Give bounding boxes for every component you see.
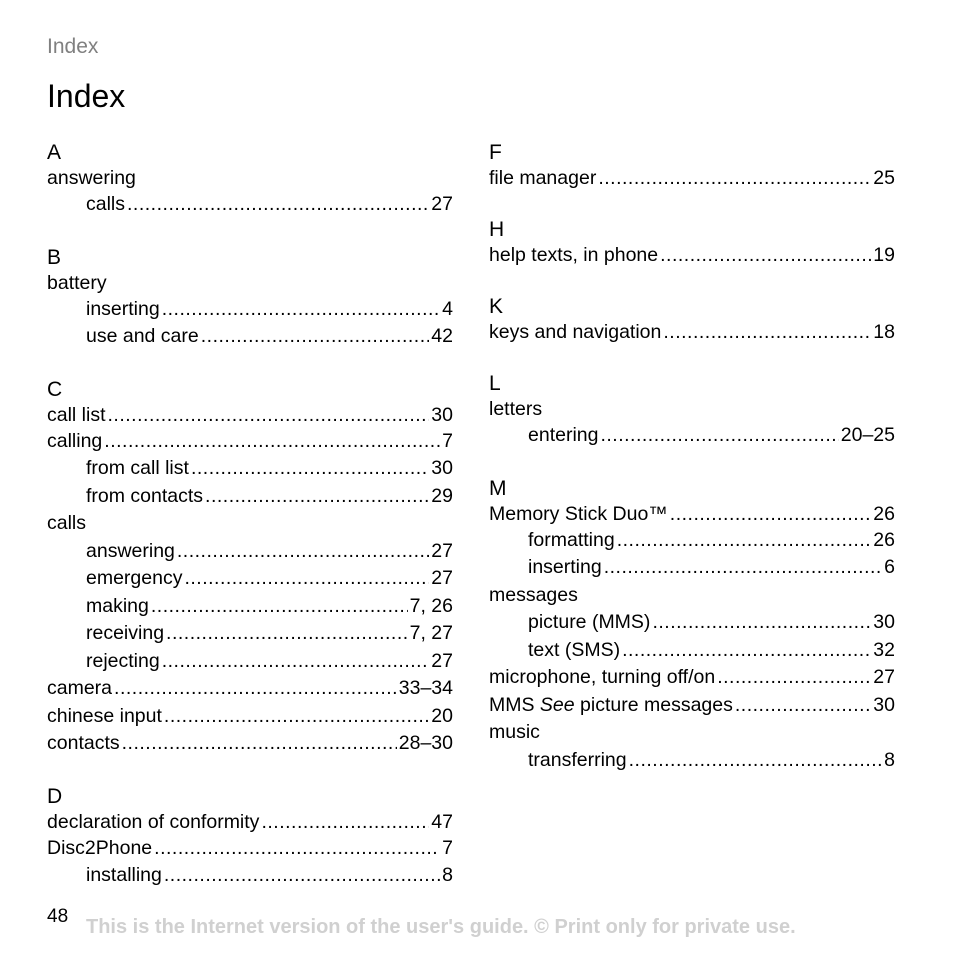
index-section-b — [47, 245, 453, 351]
entry-page: 7, 27 — [409, 622, 453, 644]
entry-term-text: Disc2Phone — [47, 836, 153, 859]
dot-leader — [717, 664, 871, 692]
entry-page: 26 — [873, 528, 895, 551]
entry-term — [86, 593, 149, 621]
entry-page: 29 — [431, 484, 453, 507]
entry-term — [528, 554, 602, 582]
entry-term — [47, 810, 259, 835]
entry-page: 20 — [431, 704, 453, 727]
entry-term — [489, 692, 733, 720]
index-entry — [489, 320, 895, 345]
entry-page: 28–30 — [398, 732, 453, 754]
section-letter: L — [489, 372, 501, 395]
entry-page: 30 — [431, 457, 453, 479]
dot-leader — [108, 403, 430, 428]
index-subentry — [47, 648, 453, 676]
index-subentry — [47, 593, 453, 621]
section-gap — [47, 219, 453, 245]
entry-page: 30 — [873, 693, 895, 716]
section-gap — [489, 268, 895, 294]
entry-term-text: keys and navigation — [489, 321, 662, 343]
index-subentry — [489, 527, 895, 555]
entry-term-text: chinese input — [47, 704, 162, 727]
index-subentry — [47, 862, 453, 890]
index-column-left — [47, 140, 453, 890]
entry-term — [528, 637, 620, 665]
index-entry — [47, 403, 453, 428]
entry-term-text: answering — [86, 539, 175, 562]
entry-term — [86, 455, 189, 483]
entry-term — [86, 191, 125, 219]
dot-leader — [184, 565, 429, 593]
entry-term-text: from contacts — [86, 484, 204, 507]
section-letter: C — [47, 377, 63, 401]
index-entry — [489, 502, 895, 527]
entry-term — [86, 648, 160, 676]
page-title: Index — [47, 78, 126, 114]
entry-term — [47, 403, 106, 428]
entry-term — [489, 397, 542, 422]
entry-term — [489, 243, 658, 268]
entry-page: 42 — [431, 325, 453, 347]
dot-leader — [127, 191, 429, 219]
section-letter: M — [489, 476, 507, 500]
see-reference: See — [539, 693, 575, 716]
entry-term — [489, 320, 661, 345]
entry-term — [489, 719, 540, 747]
dot-leader — [154, 835, 440, 863]
index-subentry — [47, 323, 453, 351]
entry-term — [47, 835, 152, 863]
entry-page: 25 — [873, 167, 895, 189]
index-subentry — [489, 422, 895, 450]
index-section-h — [489, 217, 895, 268]
entry-page: 26 — [873, 502, 895, 525]
entry-term-text: letters — [489, 398, 543, 420]
entry-term-text: formatting — [528, 528, 615, 551]
running-header: Index — [47, 35, 99, 58]
entry-term-text: battery — [47, 271, 107, 294]
entry-page: 27 — [431, 649, 453, 672]
entry-page: 7, 26 — [409, 594, 453, 617]
entry-term — [528, 422, 598, 450]
entry-term — [86, 296, 160, 324]
index-entry — [47, 730, 453, 758]
see-target: picture messages — [580, 693, 733, 716]
index-entry — [489, 692, 895, 720]
page-footer — [0, 906, 954, 946]
entry-term — [47, 675, 112, 703]
entry-term-text: Memory Stick Duo™ — [489, 502, 668, 525]
index-subentry — [489, 747, 895, 775]
section-letter: F — [489, 141, 502, 164]
index-entry — [47, 271, 453, 296]
index-entry — [489, 243, 895, 268]
entry-term — [47, 510, 86, 538]
dot-leader — [652, 609, 871, 637]
entry-term-text: contacts — [47, 732, 120, 754]
dot-leader — [191, 455, 429, 483]
index-entry — [489, 166, 895, 191]
index-section-c — [47, 377, 453, 758]
index-section-f — [489, 140, 895, 191]
dot-leader — [205, 483, 429, 511]
entry-term — [86, 483, 203, 511]
index-subentry — [47, 191, 453, 219]
entry-term — [47, 271, 107, 296]
dot-leader — [600, 422, 838, 450]
entry-term-text: making — [86, 594, 149, 617]
entry-term-text: calls — [47, 512, 87, 534]
entry-term-text: music — [489, 721, 540, 743]
entry-page: 30 — [873, 611, 895, 633]
index-subentry — [47, 620, 453, 648]
entry-page: 32 — [873, 638, 895, 661]
dot-leader — [122, 730, 397, 758]
index-entry — [47, 428, 453, 456]
index-entry — [47, 703, 453, 731]
entry-term-text: inserting — [86, 297, 160, 320]
section-gap — [489, 191, 895, 217]
entry-page: 18 — [873, 321, 895, 343]
section-letter: D — [47, 784, 63, 808]
dot-leader — [629, 747, 883, 775]
entry-page: 27 — [431, 567, 453, 589]
dot-leader — [166, 620, 408, 648]
entry-page: 7 — [442, 836, 453, 859]
entry-page: 20–25 — [840, 424, 895, 446]
dot-leader — [663, 320, 871, 345]
index-subentry — [489, 609, 895, 637]
section-letter: K — [489, 295, 504, 318]
entry-page: 4 — [442, 297, 453, 320]
section-letter: A — [47, 141, 62, 164]
entry-term — [86, 620, 164, 648]
section-letter: B — [47, 245, 62, 269]
section-gap — [489, 450, 895, 476]
dot-leader — [114, 675, 397, 703]
index-subentry — [47, 483, 453, 511]
entry-term-text: entering — [528, 424, 599, 446]
index-subentry — [489, 554, 895, 582]
index-entry — [47, 810, 453, 835]
entry-term-text: from call list — [86, 457, 189, 479]
entry-term-text: answering — [47, 167, 136, 189]
index-section-a — [47, 140, 453, 219]
dot-leader — [201, 323, 430, 351]
entry-term — [489, 582, 578, 610]
dot-leader — [622, 637, 871, 665]
entry-term — [528, 747, 627, 775]
index-subentry — [47, 565, 453, 593]
dot-leader — [261, 810, 429, 835]
dot-leader — [164, 703, 429, 731]
entry-page: 47 — [431, 810, 453, 833]
entry-term — [489, 166, 596, 191]
dot-leader — [164, 862, 440, 890]
index-entry — [47, 675, 453, 703]
index-section-l — [489, 371, 895, 450]
index-subentry — [489, 637, 895, 665]
dot-leader — [177, 538, 429, 566]
entry-page: 27 — [431, 539, 453, 562]
index-section-m — [489, 476, 895, 775]
entry-term — [528, 609, 650, 637]
entry-term-text: call list — [47, 403, 106, 426]
dot-leader — [617, 527, 872, 555]
index-subentry — [47, 455, 453, 483]
entry-term-text: picture (MMS) — [528, 611, 651, 633]
index-entry — [47, 510, 453, 538]
entry-term — [86, 538, 175, 566]
entry-term-text: calls — [86, 193, 126, 215]
entry-term-text: declaration of conformity — [47, 810, 260, 833]
index-column-right — [489, 140, 895, 774]
entry-term-text: microphone, turning off/on — [489, 666, 716, 688]
index-entry — [47, 166, 453, 191]
dot-leader — [162, 648, 430, 676]
entry-page: 27 — [431, 193, 453, 215]
entry-page: 6 — [884, 556, 895, 578]
page-number: 48 — [47, 906, 69, 927]
index-entry — [489, 582, 895, 610]
index-entry — [47, 835, 453, 863]
section-letter: H — [489, 218, 505, 241]
entry-page: 27 — [873, 666, 895, 688]
entry-term-text: camera — [47, 677, 113, 699]
index-entry — [489, 664, 895, 692]
entry-term — [47, 703, 162, 731]
index-entry — [489, 719, 895, 747]
dot-leader — [598, 166, 871, 191]
index-subentry — [47, 538, 453, 566]
entry-term-text: rejecting — [86, 649, 160, 672]
dot-leader — [660, 243, 871, 268]
entry-term-text: receiving — [86, 622, 165, 644]
entry-page: 8 — [884, 748, 895, 771]
entry-page: 7 — [442, 429, 453, 452]
entry-term-text: use and care — [86, 325, 199, 347]
dot-leader — [670, 502, 872, 527]
entry-term — [47, 730, 120, 758]
index-section-d — [47, 784, 453, 890]
entry-term — [489, 664, 715, 692]
entry-term — [86, 565, 182, 593]
entry-page: 19 — [873, 244, 895, 266]
entry-term — [86, 862, 162, 890]
entry-term — [47, 428, 102, 456]
entry-term-text: MMS — [489, 693, 535, 716]
entry-term-text: messages — [489, 583, 578, 606]
entry-term-text: emergency — [86, 567, 183, 589]
entry-term-text: text (SMS) — [528, 638, 621, 661]
entry-page: 33–34 — [398, 677, 453, 699]
entry-term — [47, 166, 136, 191]
dot-leader — [104, 428, 440, 456]
section-gap — [47, 351, 453, 377]
entry-page: 30 — [431, 403, 453, 426]
index-section-k — [489, 294, 895, 345]
dot-leader — [162, 296, 440, 324]
entry-term-text: calling — [47, 429, 103, 452]
entry-term — [528, 527, 615, 555]
dot-leader — [735, 692, 871, 720]
entry-term-text: help texts, in phone — [489, 244, 659, 266]
entry-term-text: file manager — [489, 167, 597, 189]
section-gap — [489, 345, 895, 371]
entry-term — [489, 502, 668, 527]
dot-leader — [604, 554, 882, 582]
index-subentry — [47, 296, 453, 324]
dot-leader — [151, 593, 408, 621]
entry-term-text: transferring — [528, 748, 627, 771]
footer-note: This is the Internet version of the user's guide. © Print only for private use. — [86, 916, 796, 938]
entry-term-text: inserting — [528, 556, 602, 578]
entry-term-text: installing — [86, 864, 162, 886]
index-entry — [489, 397, 895, 422]
section-gap — [47, 758, 453, 784]
entry-page: 8 — [442, 864, 453, 886]
entry-term — [86, 323, 199, 351]
